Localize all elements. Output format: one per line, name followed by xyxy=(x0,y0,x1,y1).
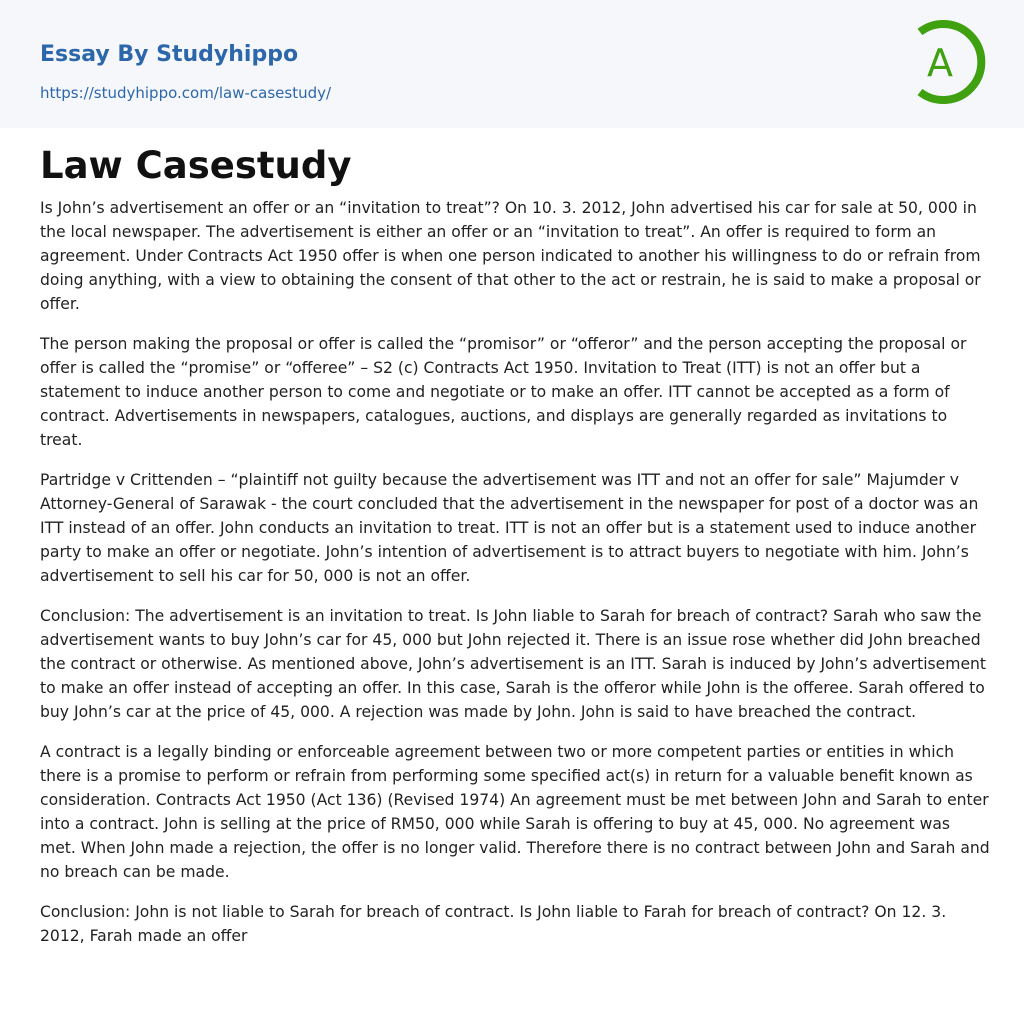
paragraph: Conclusion: John is not liable to Sarah for breach of contract. Is John liable to Farah for breach of contract? On 12. 3. 2012, Farah made an offer xyxy=(40,903,947,945)
brand-title: Essay By Studyhippo xyxy=(40,42,299,67)
paragraph: Partridge v Crittenden – “plaintiff not guilty because the advertisement was ITT and not an offer for sale” Majumder v Attorney-General of Sarawak - the court concluded that the advertisement in the newspaper for post of a doctor was an ITT instead of an offer. John conducts an invitation to treat. ITT is not an offer but is a statement used to induce another party to make an offer or negotiate. John’s intention of advertisement is to attract buyers to negotiate with him. John’s advertisement to sell his car for 50, 000 is not an offer. xyxy=(40,471,979,585)
essay-body xyxy=(40,196,990,964)
paragraph: Conclusion: The advertisement is an invitation to treat. Is John liable to Sarah for breach of contract? Sarah who saw the advertisement wants to buy John’s car for 45, 000 but John rejected it. There is an issue rose whether did John breached the contract or otherwise. As mentioned above, John’s advertisement is an ITT. Sarah is induced by John’s advertisement to make an offer instead of accepting an offer. In this case, Sarah is the offeror while John is the offeree. Sarah offered to buy John’s car at the price of 45, 000. A rejection was made by John. John is said to have breached the contract. xyxy=(40,607,987,721)
page-url-link[interactable]: https://studyhippo.com/law-casestudy/ xyxy=(40,84,332,102)
paragraph: A contract is a legally binding or enforceable agreement between two or more competent parties or entities in which there is a promise to perform or refrain from performing some specified act(s) in return for a valuable benefit known as consideration. Contracts Act 1950 (Act 136) (Revised 1974) An agreement must be met between John and Sarah to enter into a contract. John is selling at the price of RM50, 000 while Sarah is offering to buy at 45, 000. No agreement was met. When John made a rejection, the offer is no longer valid. Therefore there is no contract between John and Sarah and no breach can be made. xyxy=(40,743,990,881)
site-header xyxy=(0,0,1024,128)
studyhippo-logo-icon xyxy=(912,18,988,106)
paragraph: The person making the proposal or offer is called the “promisor” or “offeror” and the person accepting the proposal or offer is called the “promise” or “offeree” – S2 (c) Contracts Act 1950. Invitation to Treat (ITT) is not an offer but a statement to induce another person to come and negotiate or to make an offer. ITT cannot be accepted as a form of contract. Advertisements in newspapers, catalogues, auctions, and displays are generally regarded as invitations to treat. xyxy=(40,335,967,449)
page-title: Law Casestudy xyxy=(40,144,352,187)
paragraph: Is John’s advertisement an offer or an “invitation to treat”? On 10. 3. 2012, John advertised his car for sale at 50, 000 in the local newspaper. The advertisement is either an offer or an “invitation to treat”. An offer is required to form an agreement. Under Contracts Act 1950 offer is when one person indicated to another his willingness to do or refrain from doing anything, with a view to obtaining the consent of that other to the act or restrain, he is said to make a proposal or offer. xyxy=(40,199,981,313)
svg-text:A: A xyxy=(927,41,953,85)
